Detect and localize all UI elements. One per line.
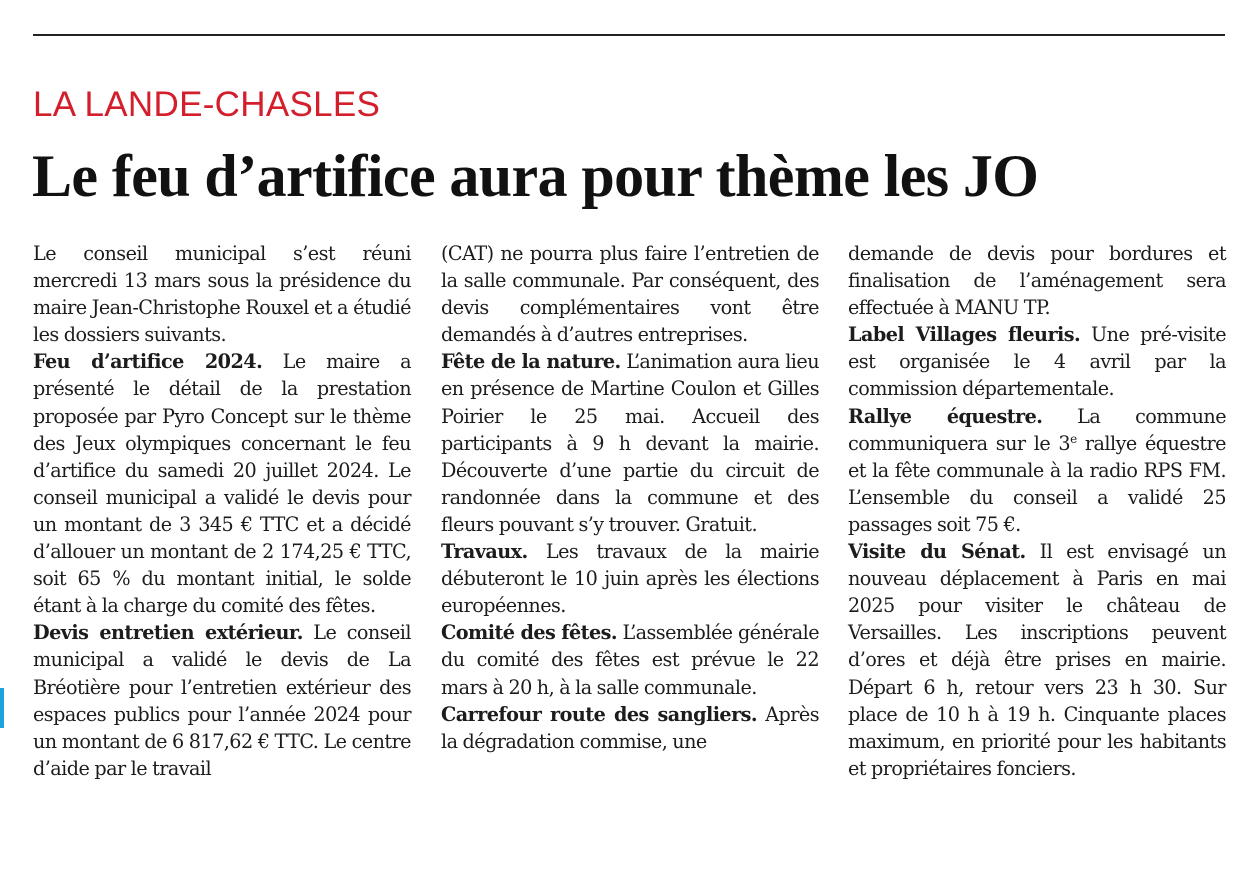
paragraph-rallye: Rallye équestre. La commune communiquera sur le 3e rallye équestre et la fête communale à la radio RPS FM. L’ensemble du conseil a validé 25 passages soit 75 €. [848,404,1226,536]
subheading-feu-artifice: Feu d’artifice 2024. [33,350,263,374]
paragraph-visite-senat: Visite du Sénat. Il est envisagé un nouveau déplacement à Paris en mai 2025 pour visiter le château de Versailles. Les inscriptions peuvent d’ores et déjà être prises en mairie. Départ 6 h, retour vers 23 h 30. Sur place de 10 h à 19 h. Cinquante places maximum, en priorité pour les habitants et propriétaires fonciers. [848,540,1227,780]
side-accent-bar [0,688,4,728]
top-rule [33,34,1225,36]
subheading-fete-nature: Fête de la nature. [441,350,621,374]
paragraph-cat-continued: (CAT) ne pourra plus faire l’entretien de la salle communale. Par conséquent, des devis complémentaires vont être demandés à d’autres entreprises. [441,242,819,347]
paragraph-fete-nature: Fête de la nature. L’animation aura lieu en présence de Martine Coulon et Gilles Poirier le 25 mai. Accueil des participants à 9 h devant la mairie. Découverte d’une partie du circuit de randonnée dans la commune et des fleurs pouvant s’y trouver. Gratuit. [441,350,819,536]
paragraph-travaux: Travaux. Les travaux de la mairie débuteront le 10 juin après les élections européennes. [441,540,819,618]
subheading-devis-entretien: Devis entretien extérieur. [33,621,303,645]
paragraph-villages-fleuris: Label Villages fleuris. Une pré-visite est organisée le 4 avril par la commission départementale. [848,323,1226,401]
column-1 [33,240,411,782]
ordinal-superscript: e [1070,431,1077,446]
intro-paragraph: Le conseil municipal s’est réuni mercredi 13 mars sous la présidence du maire Jean-Christophe Rouxel et a étudié les dossiers suivants. [33,242,411,347]
column-3 [848,240,1226,782]
subheading-carrefour: Carrefour route des sangliers. [441,702,758,726]
paragraph-carrefour: Carrefour route des sangliers. Après la dégradation commise, une [441,702,819,753]
subheading-comite-fetes: Comité des fêtes. [441,621,618,645]
paragraph-devis-entretien: Devis entretien extérieur. Le conseil municipal a validé le devis de La Bréotière pour l’entretien extérieur des espaces publics pour l’année 2024 pour un montant de 6 817,62 € TTC. Le centre d’aide par le travail [33,621,411,780]
subheading-villages-fleuris: Label Villages fleuris. [848,323,1081,347]
article-kicker: LA LANDE-CHASLES [33,85,381,124]
subheading-rallye: Rallye équestre. [848,404,1043,428]
subheading-visite-senat: Visite du Sénat. [848,540,1026,564]
paragraph-devis-continued: demande de devis pour bordures et finalisation de l’aménagement sera effectuée à MANU TP. [848,242,1226,320]
article-headline: Le feu d’artifice aura pour thème les JO [32,143,1039,209]
subheading-travaux: Travaux. [441,540,528,564]
column-2 [441,240,819,755]
paragraph-feu-artifice: Feu d’artifice 2024. Le maire a présenté le détail de la prestation proposée par Pyro Concept sur le thème des Jeux olympiques concernant le feu d’artifice du samedi 20 juillet 2024. Le conseil municipal a validé le devis pour un montant de 3 345 € TTC et a décidé d’allouer un montant de 2 174,25 € TTC, soit 65 % du montant initial, le solde étant à la charge du comité des fêtes. [33,350,411,618]
paragraph-comite-fetes: Comité des fêtes. L’assemblée générale du comité des fêtes est prévue le 22 mars à 20 h, à la salle communale. [441,621,819,699]
